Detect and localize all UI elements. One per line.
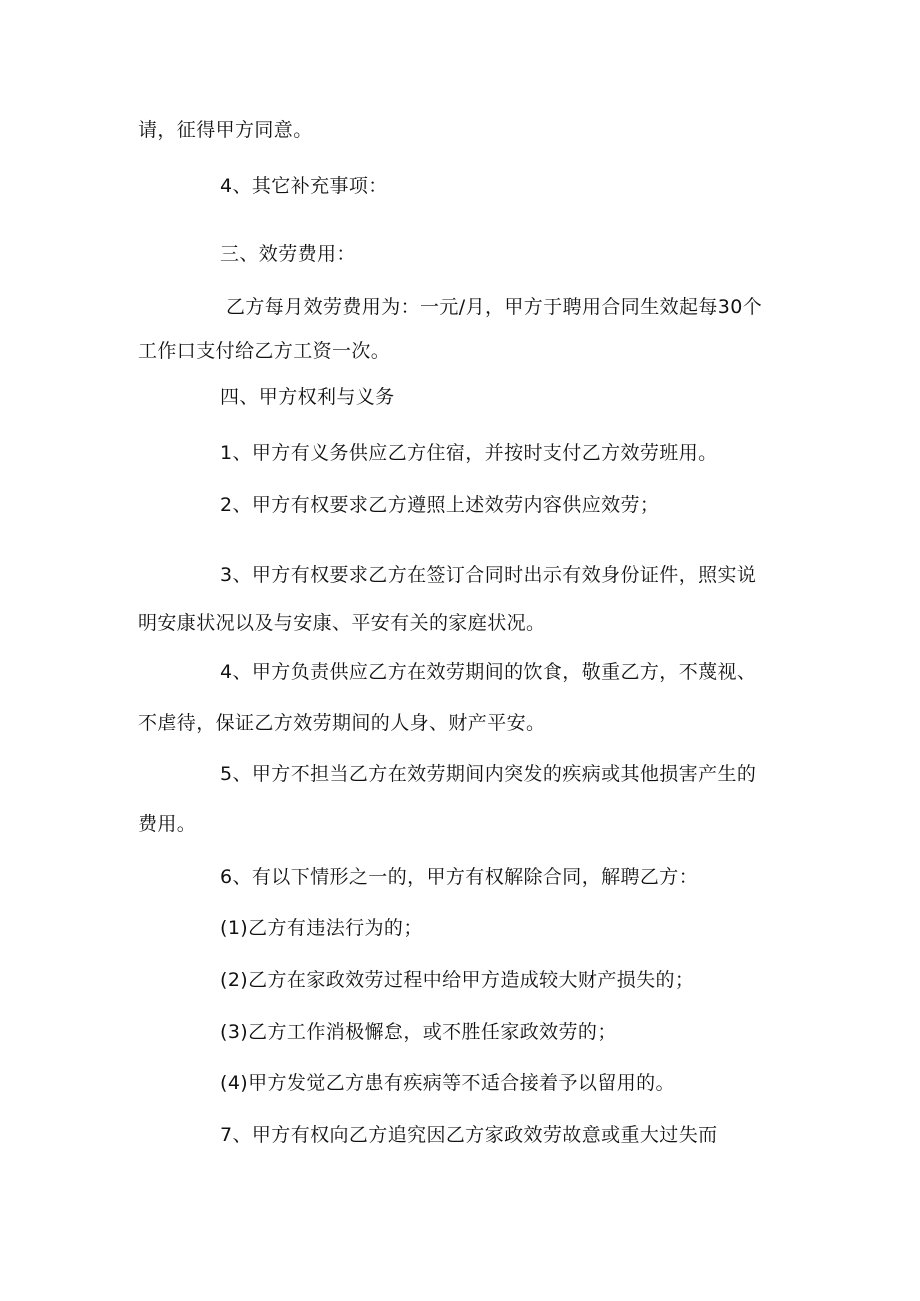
text-line: 7、甲方有权向乙方追究因乙方家政效劳故意或重大过失而 (220, 1124, 718, 1146)
text-line: 乙方每月效劳费用为：一元/月，甲方于聘用合同生效起每30个 (226, 296, 763, 318)
text-line: 4、其它补充事项： (220, 175, 388, 197)
section-heading: 四、甲方权利与义务 (220, 386, 395, 408)
text-line: 不虐待，保证乙方效劳期间的人身、财产平安。 (138, 712, 546, 734)
text-line: (4)甲方发觉乙方患有疾病等不适合接着予以留用的。 (220, 1072, 675, 1094)
text-line: 工作口支付给乙方工资一次。 (138, 340, 391, 362)
text-line: 4、甲方负责供应乙方在效劳期间的饮食，敬重乙方，不蔑视、 (220, 661, 757, 683)
text-line: (2)乙方在家政效劳过程中给甲方造成较大财产损失的； (220, 969, 695, 991)
text-line: 1、甲方有义务供应乙方住宿，并按时支付乙方效劳班用。 (220, 442, 718, 464)
text-line: 5、甲方不担当乙方在效劳期间内突发的疾病或其他损害产生的 (220, 763, 757, 785)
text-line: 请，征得甲方同意。 (138, 119, 313, 141)
text-line: (3)乙方工作消极懈怠，或不胜任家政效劳的； (220, 1021, 617, 1043)
text-line: 6、有以下情形之一的，甲方有权解除合同，解聘乙方： (220, 866, 699, 888)
text-line: 2、甲方有权要求乙方遵照上述效劳内容供应效劳； (220, 494, 660, 516)
text-line: 明安康状况以及与安康、平安有关的家庭状况。 (138, 612, 546, 634)
text-line: (1)乙方有违法行为的； (220, 917, 423, 939)
text-line: 3、甲方有权要求乙方在签订合同时出示有效身份证件，照实说 (220, 564, 757, 586)
section-heading: 三、效劳费用： (220, 243, 356, 265)
text-line: 费用。 (138, 813, 197, 835)
